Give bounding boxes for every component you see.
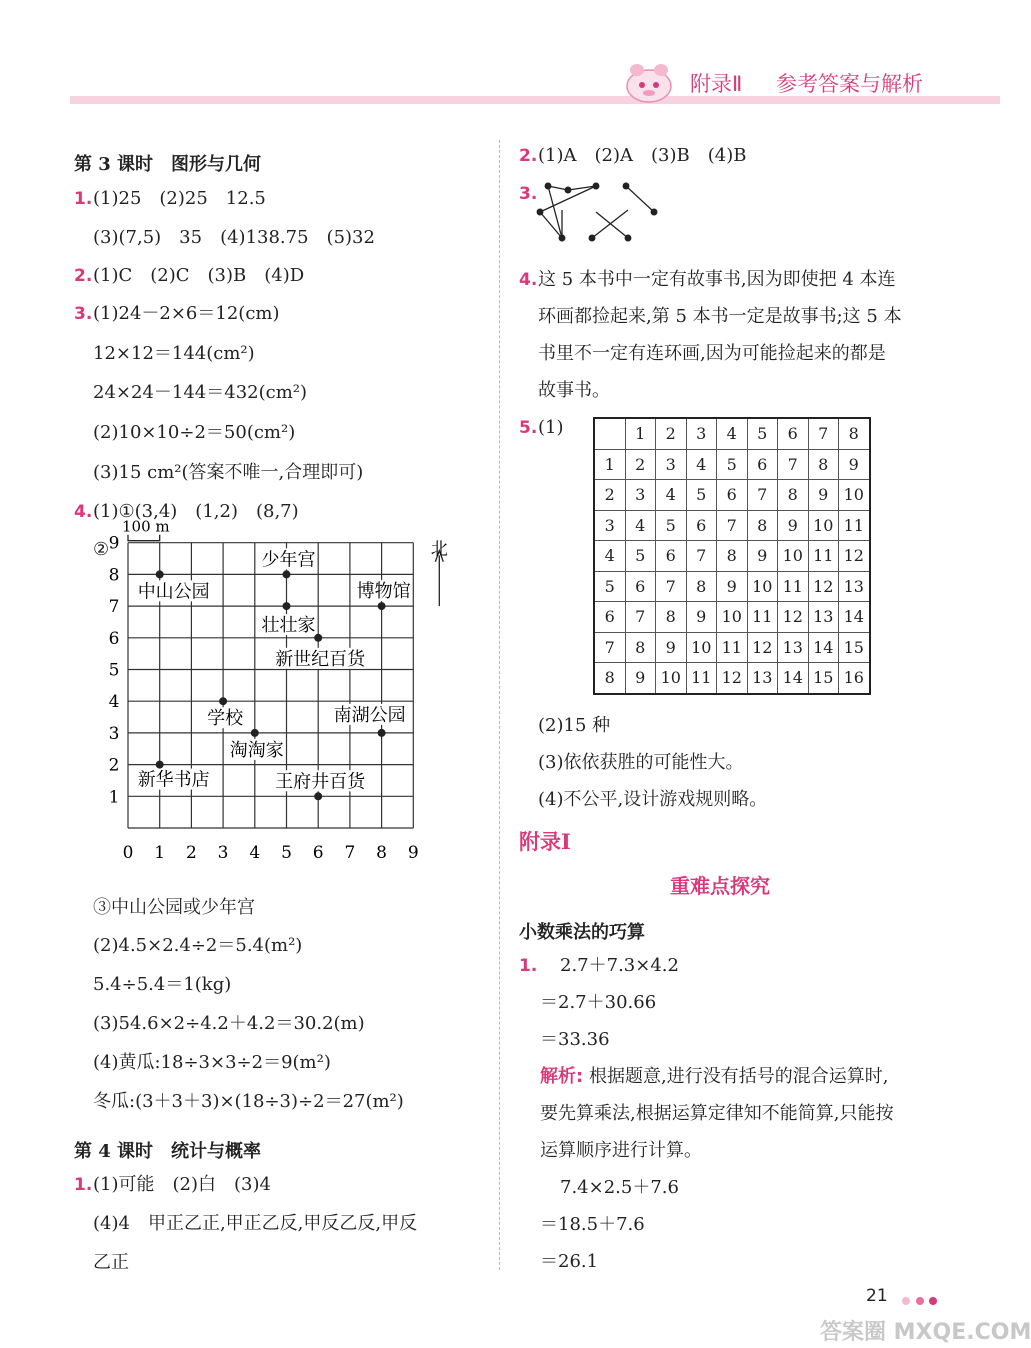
table-cell: 8 (625, 632, 656, 663)
stat-q1-number: 1. (74, 1175, 93, 1195)
table-cell: 7 (717, 510, 748, 541)
table-row (594, 632, 870, 663)
place-label: 淘淘家 (229, 739, 284, 761)
header-title: 参考答案与解析 (776, 72, 923, 96)
place-label: 新华书店 (137, 769, 210, 791)
e1-line2: ＝2.7＋30.66 (540, 992, 657, 1013)
place-label: 新世纪百货 (275, 648, 366, 670)
table-cell: 6 (778, 418, 809, 449)
table-cell: 11 (717, 632, 748, 663)
x-tick-label: 0 (122, 843, 134, 863)
place-dot (156, 570, 164, 578)
table-cell: 7 (625, 602, 656, 633)
x-tick-label: 5 (281, 843, 292, 863)
table-cell: 6 (625, 571, 656, 602)
table-cell: 13 (778, 632, 809, 663)
r-q5-number: 5. (519, 418, 538, 438)
e2-line2: ＝18.5＋7.6 (540, 1214, 645, 1235)
table-cell: 6 (594, 602, 625, 633)
table-row (594, 418, 870, 449)
table-cell: 9 (747, 541, 778, 572)
e1-line3: ＝33.36 (540, 1029, 610, 1050)
header-appendix: 附录Ⅱ (690, 72, 743, 96)
y-tick-label: 5 (108, 660, 120, 681)
r-q5-line2: (2)15 种 (538, 715, 611, 736)
table-cell: 5 (717, 449, 748, 480)
table-cell: 15 (839, 632, 870, 663)
topic-heading: 小数乘法的巧算 (519, 922, 645, 943)
table-cell: 12 (747, 632, 778, 663)
r-q4-line2: 环画都捡起来,第 5 本书一定是故事书;这 5 本 (538, 306, 902, 327)
x-tick-label: 2 (185, 843, 197, 863)
north-label: 北 (430, 539, 448, 560)
table-cell: 15 (808, 663, 839, 694)
place-label: 南湖公园 (333, 704, 406, 726)
r-q5-part1: (1) (538, 417, 564, 438)
table-cell: 8 (594, 663, 625, 694)
table-cell: 9 (656, 632, 687, 663)
table-row (594, 571, 870, 602)
analysis-label: 解析: (540, 1066, 584, 1087)
x-tick-label: 8 (376, 843, 388, 863)
table-cell: 8 (778, 480, 809, 511)
table-cell: 3 (686, 418, 717, 449)
e1-line1: 2.7＋7.3×4.2 (560, 955, 679, 976)
table-cell: 8 (839, 418, 870, 449)
table-cell: 11 (778, 571, 809, 602)
table-cell: 8 (808, 449, 839, 480)
q3-line4: (2)10×10÷2＝50(cm²) (93, 422, 296, 443)
table-cell: 2 (625, 449, 656, 480)
table-cell: 7 (594, 632, 625, 663)
table-cell: 8 (717, 541, 748, 572)
r-q2-line1: (1)A (2)A (3)B (4)B (538, 145, 747, 166)
q3-line1: (1)24－2×6＝12(cm) (93, 303, 280, 324)
q4-line8: 冬瓜:(3＋3＋3)×(18÷3)÷2＝27(m²) (93, 1091, 404, 1112)
stat-q1-line2: (4)4 甲正乙正,甲正乙反,甲反乙反,甲反 (93, 1213, 418, 1234)
q4-circled-2: ② (93, 539, 110, 560)
table-cell: 12 (778, 602, 809, 633)
table-cell: 14 (808, 632, 839, 663)
table-cell: 6 (686, 510, 717, 541)
x-tick-label: 4 (249, 843, 261, 863)
y-tick-label: 2 (108, 755, 120, 776)
page-dots-icon (900, 1292, 940, 1311)
x-tick-label: 6 (312, 843, 324, 863)
q4-line6: (3)54.6×2÷4.2＋4.2＝30.2(m) (93, 1013, 365, 1034)
q1-number: 1. (74, 189, 93, 209)
q3-line5: (3)15 cm²(答案不唯一,合理即可) (93, 462, 364, 483)
place-dot (314, 634, 322, 642)
x-tick-label: 9 (407, 843, 419, 863)
page-number: 21 (866, 1286, 888, 1306)
table-row (594, 663, 870, 694)
table-cell: 14 (839, 602, 870, 633)
table-cell (594, 418, 625, 449)
table-cell: 14 (778, 663, 809, 694)
table-cell: 7 (747, 480, 778, 511)
table-cell: 11 (839, 510, 870, 541)
table-cell: 8 (656, 602, 687, 633)
r-q5-line3: (3)依依获胜的可能性大。 (538, 752, 744, 773)
y-tick-label: 1 (108, 787, 120, 808)
r-q4-line4: 故事书。 (538, 380, 610, 401)
table-cell: 3 (625, 480, 656, 511)
place-dot (314, 792, 322, 800)
place-label: 中山公园 (137, 581, 210, 603)
column-divider (499, 140, 500, 1270)
table-cell: 9 (839, 449, 870, 480)
table-cell: 12 (839, 541, 870, 572)
table-cell: 9 (686, 602, 717, 633)
table-cell: 10 (717, 602, 748, 633)
table-row (594, 480, 870, 511)
place-label: 壮壮家 (261, 615, 316, 637)
r-q5-line4: (4)不公平,设计游戏规则略。 (538, 789, 768, 810)
table-cell: 5 (686, 480, 717, 511)
y-tick-label: 9 (108, 533, 120, 554)
table-cell: 13 (808, 602, 839, 633)
place-label: 王府井百货 (275, 771, 366, 793)
x-tick-label: 1 (154, 843, 166, 863)
table-cell: 11 (747, 602, 778, 633)
coordinate-map (100, 517, 460, 885)
table-cell: 10 (747, 571, 778, 602)
analysis-line2: 要先算乘法,根据运算定律知不能简算,只能按 (540, 1103, 894, 1124)
table-cell: 3 (594, 510, 625, 541)
analysis-line3: 运算顺序进行计算。 (540, 1140, 702, 1161)
analysis-line1: 根据题意,进行没有括号的混合运算时, (589, 1066, 889, 1087)
table-cell: 12 (808, 571, 839, 602)
r-q4-line3: 书里不一定有连环画,因为可能捡起来的都是 (538, 343, 886, 364)
lesson-3-heading: 第 3 课时 图形与几何 (74, 154, 262, 175)
place-label: 少年宫 (261, 549, 316, 571)
table-cell: 4 (594, 541, 625, 572)
r-q2-number: 2. (519, 146, 538, 166)
table-cell: 5 (625, 541, 656, 572)
table-cell: 1 (594, 449, 625, 480)
table-cell: 4 (686, 449, 717, 480)
table-cell: 1 (625, 418, 656, 449)
table-cell: 9 (625, 663, 656, 694)
q1-line2: (3)(7,5) 35 (4)138.75 (5)32 (93, 227, 375, 248)
table-cell: 5 (747, 418, 778, 449)
table-cell: 3 (656, 449, 687, 480)
table-cell: 4 (656, 480, 687, 511)
mascot-icon (624, 60, 674, 104)
q4-number: 4. (74, 502, 93, 522)
y-tick-label: 3 (108, 723, 120, 744)
table-cell: 9 (717, 571, 748, 602)
place-label: 博物馆 (356, 581, 411, 603)
x-tick-label: 3 (217, 843, 229, 863)
table-cell: 13 (839, 571, 870, 602)
table-cell: 9 (808, 480, 839, 511)
q3-line3: 24×24－144＝432(cm²) (93, 382, 308, 403)
q3-line2: 12×12＝144(cm²) (93, 343, 255, 364)
q2-line1: (1)C (2)C (3)B (4)D (93, 265, 305, 286)
place-dot (283, 602, 291, 610)
watermark: 答案圈 MXQE.COM (820, 1320, 1031, 1345)
r-q4-number: 4. (519, 270, 538, 290)
table-cell: 11 (686, 663, 717, 694)
e2-line1: 7.4×2.5＋7.6 (560, 1177, 679, 1198)
place-dot (219, 697, 227, 705)
x-tick-label: 7 (344, 843, 356, 863)
q4-line3: ③中山公园或少年宫 (93, 897, 255, 918)
table-cell: 2 (656, 418, 687, 449)
table-cell: 7 (686, 541, 717, 572)
table-cell: 10 (656, 663, 687, 694)
table-cell: 6 (747, 449, 778, 480)
place-dot (251, 729, 259, 737)
place-dot (283, 570, 291, 578)
table-cell: 6 (717, 480, 748, 511)
appendix-1-heading: 附录Ⅰ (519, 829, 571, 854)
sum-table (593, 417, 871, 695)
r-q4-line1: 这 5 本书中一定有故事书,因为即使把 4 本连 (538, 269, 896, 290)
table-cell: 12 (717, 663, 748, 694)
y-tick-label: 6 (108, 628, 120, 649)
q4-line4: (2)4.5×2.4÷2＝5.4(m²) (93, 935, 303, 956)
table-cell: 8 (747, 510, 778, 541)
table-row (594, 541, 870, 572)
q2-number: 2. (74, 266, 93, 286)
table-cell: 10 (808, 510, 839, 541)
table-cell: 4 (625, 510, 656, 541)
y-tick-label: 7 (108, 597, 120, 618)
e2-line3: ＝26.1 (540, 1251, 599, 1272)
stat-q1-line1: (1)可能 (2)白 (3)4 (93, 1174, 271, 1195)
table-cell: 8 (686, 571, 717, 602)
section-heading: 重难点探究 (670, 874, 770, 898)
y-tick-label: 8 (108, 565, 120, 586)
table-cell: 7 (656, 571, 687, 602)
place-dot (378, 729, 386, 737)
table-cell: 13 (747, 663, 778, 694)
table-cell: 16 (839, 663, 870, 694)
r-q3-number: 3. (519, 184, 538, 204)
table-row (594, 449, 870, 480)
table-cell: 7 (808, 418, 839, 449)
q4-line1: (1)①(3,4) (1,2) (8,7) (93, 501, 299, 522)
table-row (594, 510, 870, 541)
scale-label: 100 m (122, 517, 170, 536)
table-cell: 10 (686, 632, 717, 663)
table-cell: 5 (594, 571, 625, 602)
table-cell: 4 (717, 418, 748, 449)
q4-line7: (4)黄瓜:18÷3×3÷2＝9(m²) (93, 1052, 331, 1073)
matching-dot-diagram (530, 178, 660, 244)
place-dot (156, 761, 164, 769)
e1-number: 1. (519, 956, 538, 976)
table-cell: 2 (594, 480, 625, 511)
table-row (594, 602, 870, 633)
q1-line1: (1)25 (2)25 12.5 (93, 188, 266, 209)
place-dot (378, 602, 386, 610)
table-cell: 6 (656, 541, 687, 572)
stat-q1-line3: 乙正 (93, 1252, 129, 1273)
place-label: 学校 (207, 708, 244, 730)
q3-number: 3. (74, 304, 93, 324)
lesson-4-heading: 第 4 课时 统计与概率 (74, 1141, 262, 1162)
table-cell: 10 (839, 480, 870, 511)
table-cell: 5 (656, 510, 687, 541)
table-cell: 7 (778, 449, 809, 480)
q4-line5: 5.4÷5.4＝1(kg) (93, 974, 232, 995)
table-cell: 9 (778, 510, 809, 541)
table-cell: 11 (808, 541, 839, 572)
y-tick-label: 4 (108, 692, 120, 713)
table-cell: 10 (778, 541, 809, 572)
